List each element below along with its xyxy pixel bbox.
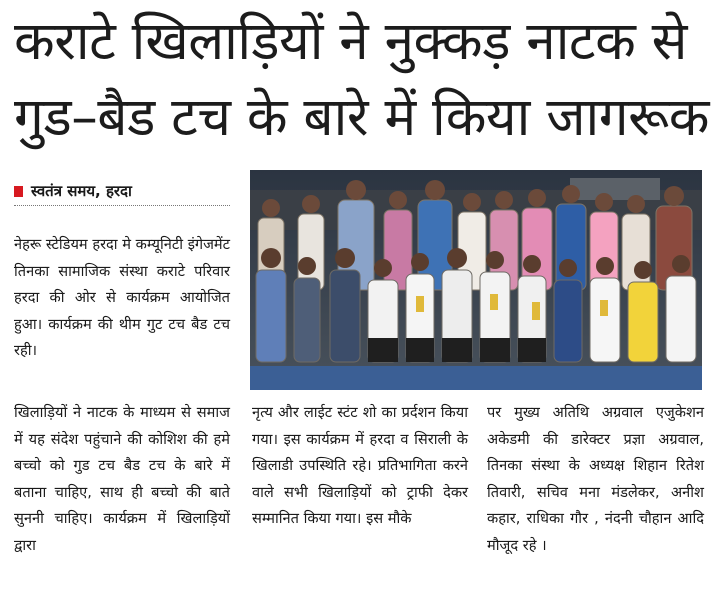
- article-paragraph-message: खिलाड़ियों ने नाटक के माध्यम से समाज में यह संदेश पहुंचाने की कोशिश की हमे बच्चो को गुड टच बैड टच के बारे में बताना चाहिए, साथ ही बच्चो की बाते सुननी चाहिए। कार्यक्रम में खिलाड़ियों द्वारा: [14, 404, 230, 554]
- article-column-1-top: [14, 232, 230, 365]
- byline: [14, 177, 230, 206]
- article-column-2: [252, 400, 468, 533]
- group-photo-illustration: [250, 170, 702, 390]
- headline-line-1: कराटे खिलाड़ियों ने नुक्कड़ नाटक से: [14, 11, 688, 72]
- byline-text: स्वतंत्र समय, हरदा: [31, 182, 132, 200]
- article-column-1-bottom: [14, 400, 230, 559]
- byline-marker-icon: [14, 186, 23, 197]
- article-column-3: [487, 400, 704, 559]
- group-photo: [250, 170, 702, 390]
- article-paragraph-intro: नेहरू स्टेडियम हरदा मे कम्यूनिटी इंगेजमेंट तिनका सामाजिक संस्था कराटे परिवार हरदा की ओर से कार्यक्रम आयोजित हुआ। कार्यक्रम की थीम गुट टच बैड टच रही।: [14, 236, 230, 359]
- article-paragraph-guests: पर मुख्य अतिथि अग्रवाल एजुकेशन अकेडमी की डारेक्टर प्रज्ञा अग्रवाल, तिनका संस्था के अध्यक्ष शिहान रितेश तिवारी, सचिव मना मंडलेकर, अनीश कहार, राधिका गौर , नंदनी चौहान आदि मौजूद रहे ।: [487, 404, 704, 554]
- article-paragraph-events: नृत्य और लाईट स्टंट शो का प्रर्दशन किया गया। इस कार्यक्रम में हरदा व सिराली के खिलाडी उपस्थिति रहे। प्रतिभागिता करने वाले सभी खिलाड़ियों को ट्राफी देकर सम्मानित किया गया। इस मौके: [252, 404, 468, 527]
- headline-line-2: गुड–बैड टच के बारे में किया जागरूक: [14, 87, 710, 148]
